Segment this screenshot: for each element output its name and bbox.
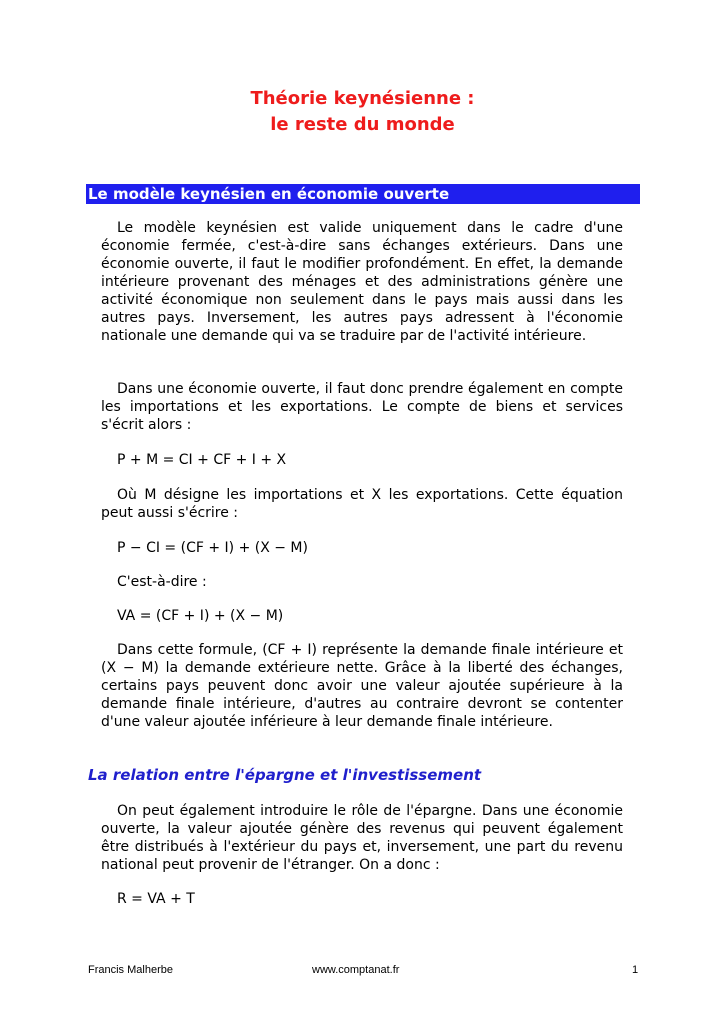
footer-author: Francis Malherbe	[88, 964, 173, 976]
equation-goods-services: P + M = CI + CF + I + X	[117, 452, 287, 468]
equation-value-added-1: P − CI = (CF + I) + (X − M)	[117, 540, 308, 556]
section-heading-open-economy: Le modèle keynésien en économie ouverte	[86, 184, 640, 204]
paragraph-imports-exports: Dans une économie ouverte, il faut donc prendre également en compte les importations et les exportations. Le compte de biens et services s'écrit alors :	[101, 381, 623, 433]
title-line-1: Théorie keynésienne :	[250, 88, 475, 109]
paragraph-that-is: C'est-à-dire :	[117, 574, 207, 590]
paragraph-equation-note: Où M désigne les importations et X les exportations. Cette équation peut aussi s'écrire :	[101, 487, 623, 521]
paragraph-intro: Le modèle keynésien est valide uniquement dans le cadre d'une économie fermée, c'est-à-dire sans échanges extérieurs. Dans une économie ouverte, il faut le modifier profondément. En effet, la demande intérieure provenant des ménages et des administrations génère une activité économique non seulement dans le pays mais aussi dans les autres pays. Inversement, les autres pays adressent à l'économie nationale une demande qui va se traduire par de l'activité intérieure.	[101, 220, 623, 344]
paragraph-formula-explanation: Dans cette formule, (CF + I) représente la demande finale intérieure et (X − M) la demande extérieure nette. Grâce à la liberté des échanges, certains pays peuvent donc avoir une valeur ajoutée supérieure à la demande finale intérieure, d'autres au contraire devront se contenter d'une valeur ajoutée inférieure à leur demande finale intérieure.	[101, 642, 623, 730]
title-line-2: le reste du monde	[270, 114, 455, 135]
paragraph-savings: On peut également introduire le rôle de l'épargne. Dans une économie ouverte, la valeur ajoutée génère des revenus qui peuvent également être distribués à l'extérieur du pays et, inversement, une part du revenu national peut provenir de l'étranger. On a donc :	[101, 803, 623, 873]
equation-income: R = VA + T	[117, 891, 195, 907]
page-title	[0, 86, 725, 138]
footer-website: www.comptanat.fr	[312, 964, 400, 976]
footer-page-number: 1	[632, 964, 639, 976]
section-heading-savings-investment: La relation entre l'épargne et l'investissement	[88, 766, 482, 784]
equation-value-added-2: VA = (CF + I) + (X − M)	[117, 608, 284, 624]
